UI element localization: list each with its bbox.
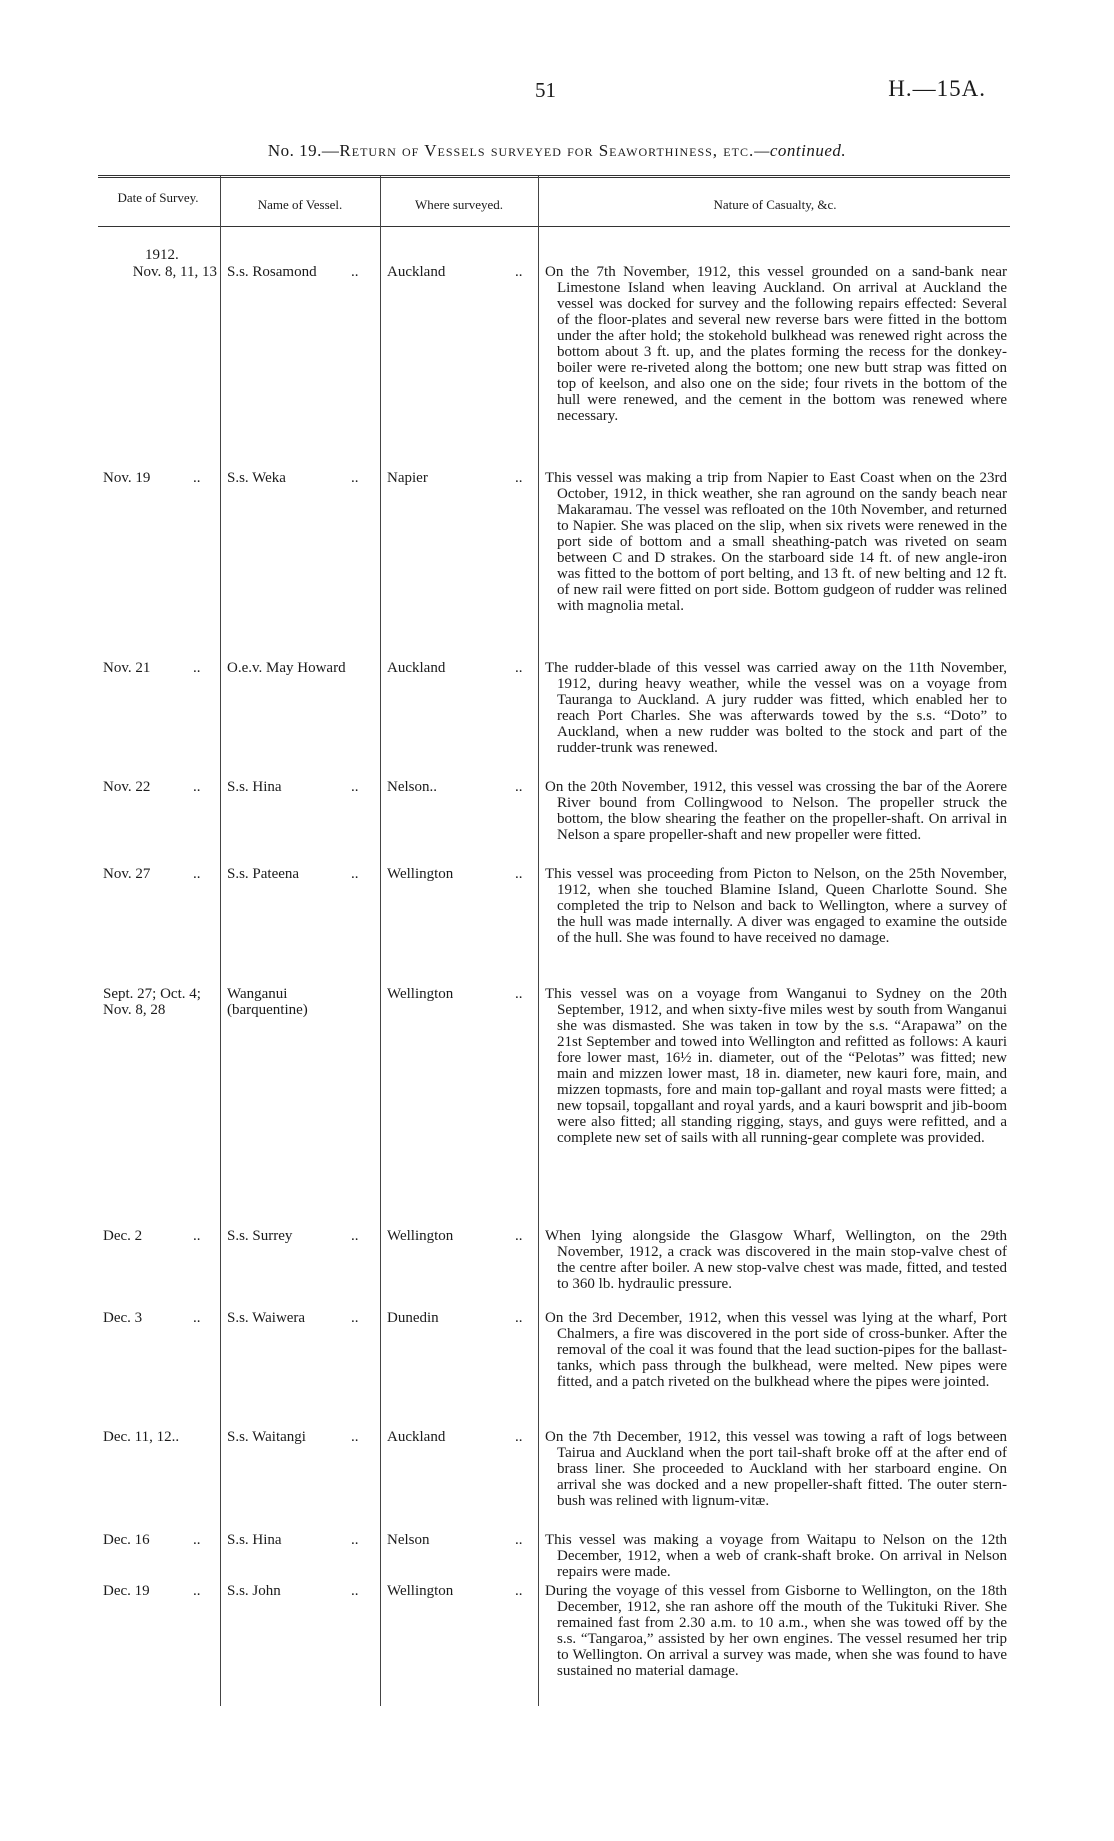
leader-dots: .. <box>351 1228 359 1244</box>
title-suffix: —continued. <box>754 141 847 160</box>
leader-dots: .. <box>515 1429 523 1445</box>
leader-dots: .. <box>515 1228 523 1244</box>
survey-date: Nov. 19 <box>103 470 151 486</box>
column-header-vessel: Name of Vessel. <box>257 197 343 212</box>
table-title <box>0 141 1114 161</box>
leader-dots: .. <box>515 1583 523 1599</box>
survey-place: Dunedin <box>387 1310 439 1326</box>
vessel-name: S.s. John <box>227 1583 281 1599</box>
header-bottom-rule <box>98 226 1010 227</box>
survey-date: Nov. 21 <box>103 660 151 676</box>
vessel-name: S.s. Surrey <box>227 1228 293 1244</box>
title-prefix: No. 19.— <box>267 141 340 160</box>
column-header-date: Date of Survey. <box>117 190 199 205</box>
leader-dots: .. <box>351 470 359 486</box>
vessel-name: Wanganui (barquentine) <box>227 986 308 1018</box>
casualty-description: This vessel was on a voyage from Wanganui to Sydney on the 20th September, 1912, and when sixty-five miles west by south from Wanganui she was dismasted. She was taken in tow by the s.s. “Arapawa” on the 21st September and towed into Wellington and refitted as follows: A kauri fore lower mast, 16½ in. diameter, out of the “Pelotas” was fitted; new main and mizzen lower mast, 18 in. diameter, new kauri fore, main, and mizzen topmasts, fore and main top-gallant and royal masts were fitted; a new topsail, topgallant and royal yards, and a kauri bowsprit and jib-boom were also fitted; all standing rigging, stays, and guys were refitted, and a complete new set of sails with all running-gear complete was provided. <box>545 986 1007 1146</box>
casualty-description: This vessel was making a voyage from Waitapu to Nelson on the 12th December, 1912, when a web of crank-shaft broke. On arrival in Nelson repairs were made. <box>545 1532 1007 1580</box>
vessel-name: S.s. Rosamond <box>227 264 317 280</box>
casualty-description: On the 7th December, 1912, this vessel was towing a raft of logs between Tairua and Auckland when the port tail-shaft broke off at the after end of brass liner. She proceeded to Auckland with her starboard engine. On arrival she was docked and a new propeller-shaft fitted. The outer stern-bush was relined with lignum-vitæ. <box>545 1429 1007 1509</box>
survey-date: Nov. 22 <box>103 779 151 795</box>
survey-place: Wellington <box>387 1228 454 1244</box>
leader-dots: .. <box>515 866 523 882</box>
survey-place: Napier <box>387 470 428 486</box>
survey-place: Auckland <box>387 264 446 280</box>
casualty-description: On the 3rd December, 1912, when this vessel was lying at the wharf, Port Chalmers, a fire was discovered in the port side of cross-bunker. After the removal of the coal it was found that the lead suction-pipes for the ballast-tanks, which pass through the bulkhead, were melted. New pipes were fitted, and a patch riveted on the bulkhead where the pipes were jointed. <box>545 1310 1007 1390</box>
leader-dots: .. <box>193 1583 201 1599</box>
leader-dots: .. <box>515 660 523 676</box>
survey-date: Dec. 16 <box>103 1532 150 1548</box>
leader-dots: .. <box>515 1532 523 1548</box>
leader-dots: .. <box>351 1429 359 1445</box>
column-divider <box>220 176 221 1706</box>
title-main: Return of Vessels surveyed for Seaworthiness, etc. <box>339 141 755 160</box>
casualty-description: The rudder-blade of this vessel was carried away on the 11th November, 1912, during heavy weather, while the vessel was on a voyage from Tauranga to Auckland. A jury rudder was fitted, which enabled her to reach Port Charles. She was afterwards towed by the s.s. “Doto” to Auckland, when a new rudder was bolted to the stock and part of the rudder-trunk was renewed. <box>545 660 1007 756</box>
casualty-description: This vessel was proceeding from Picton to Nelson, on the 25th November, 1912, when she touched Blamine Island, Queen Charlotte Sound. She completed the trip to Nelson and back to Wellington, where a survey of the hull was made internally. A diver was engaged to examine the outside of the hull. She was found to have received no damage. <box>545 866 1007 946</box>
casualty-description: On the 20th November, 1912, this vessel was crossing the bar of the Aorere River bound from Collingwood to Nelson. The propeller struck the bottom, the blow shearing the feather on the propeller-shaft. On arrival in Nelson a spare propeller-shaft and new propeller were fitted. <box>545 779 1007 843</box>
survey-date: Dec. 11, 12.. <box>103 1429 180 1445</box>
column-divider <box>380 176 381 1706</box>
casualty-description: On the 7th November, 1912, this vessel grounded on a sand-bank near Limestone Island when leaving Auckland. On arrival at Auckland the vessel was docked for survey and the following repairs effected: Several of the floor-plates and several new reverse bars were fitted in the bottom under the after hold; the stokehold bulkhead was renewed right across the bottom about 3 ft. up, and the plates forming the recess for the donkey-boiler were re-riveted along the bottom; one new butt strap was fitted on top of keelson, and also one on the side; four rivets in the bottom of the hull were renewed, and the cement in the bottom was renewed where necessary. <box>545 264 1007 424</box>
leader-dots: .. <box>515 264 523 280</box>
survey-place: Wellington <box>387 866 454 882</box>
survey-date: Nov. 8, 11, 13 <box>132 264 217 280</box>
leader-dots: .. <box>515 986 523 1002</box>
column-divider <box>538 176 539 1706</box>
survey-place: Nelson.. <box>387 779 437 795</box>
column-header-nature: Nature of Casualty, &c. <box>713 197 837 212</box>
vessel-name: S.s. Hina <box>227 779 282 795</box>
vessel-name: S.s. Weka <box>227 470 286 486</box>
vessel-name: S.s. Waiwera <box>227 1310 306 1326</box>
casualty-description: During the voyage of this vessel from Gisborne to Wellington, on the 18th December, 1912, she ran ashore off the mouth of the Tukituki River. She remained fast from 2.30 a.m. to 10 a.m., when she was towed off by the s.s. “Tangaroa,” assisted by her own engines. The vessel resumed her trip to Wellington. On arrival a survey was made, when she was found to have sustained no material damage. <box>545 1583 1007 1679</box>
header-top-rule-double <box>98 177 1010 178</box>
leader-dots: .. <box>193 779 201 795</box>
survey-date: Sept. 27; Oct. 4; Nov. 8, 28 <box>103 986 201 1018</box>
leader-dots: .. <box>351 264 359 280</box>
vessel-name: S.s. Hina <box>227 1532 282 1548</box>
survey-place: Wellington <box>387 1583 454 1599</box>
survey-date: Dec. 19 <box>103 1583 150 1599</box>
survey-year: 1912. <box>145 247 179 263</box>
page-number: 51 <box>535 78 556 102</box>
leader-dots: .. <box>351 1310 359 1326</box>
leader-dots: .. <box>193 1228 201 1244</box>
casualty-description: When lying alongside the Glasgow Wharf, Wellington, on the 29th November, 1912, a crack was discovered in the main stop-valve chest of the centre after boiler. A new stop-valve chest was made, fitted, and tested to 360 lb. hydraulic pressure. <box>545 1228 1007 1292</box>
survey-place: Nelson <box>387 1532 430 1548</box>
leader-dots: .. <box>351 779 359 795</box>
survey-place: Auckland <box>387 1429 446 1445</box>
column-header-place: Where surveyed. <box>414 197 504 212</box>
survey-date: Dec. 3 <box>103 1310 143 1326</box>
vessel-name: S.s. Pateena <box>227 866 300 882</box>
leader-dots: .. <box>193 470 201 486</box>
survey-date: Dec. 2 <box>103 1228 143 1244</box>
leader-dots: .. <box>515 1310 523 1326</box>
document-reference: H.—15A. <box>888 76 986 101</box>
leader-dots: .. <box>351 866 359 882</box>
leader-dots: .. <box>193 1310 201 1326</box>
leader-dots: .. <box>515 470 523 486</box>
leader-dots: .. <box>193 660 201 676</box>
vessel-name: O.e.v. May Howard <box>227 660 346 676</box>
survey-date: Nov. 27 <box>103 866 151 882</box>
leader-dots: .. <box>193 866 201 882</box>
leader-dots: .. <box>193 1532 201 1548</box>
survey-place: Auckland <box>387 660 446 676</box>
survey-place: Wellington <box>387 986 454 1002</box>
leader-dots: .. <box>351 1532 359 1548</box>
casualty-description: This vessel was making a trip from Napier to East Coast when on the 23rd October, 1912, in thick weather, she ran aground on the sandy beach near Makaramau. The vessel was refloated on the 10th November, and returned to Napier. She was placed on the slip, when six rivets were renewed in the port side of bottom and a small sheathing-patch was riveted on seam between C and D strakes. On the starboard side 14 ft. of new angle-iron was fitted to the bottom of port belting, and 13 ft. of new belting and 12 ft. of new rail were fitted on port side. Bottom gudgeon of rudder was relined with magnolia metal. <box>545 470 1007 614</box>
vessel-name: S.s. Waitangi <box>227 1429 306 1445</box>
leader-dots: .. <box>515 779 523 795</box>
leader-dots: .. <box>351 1583 359 1599</box>
header-top-rule <box>98 175 1010 176</box>
